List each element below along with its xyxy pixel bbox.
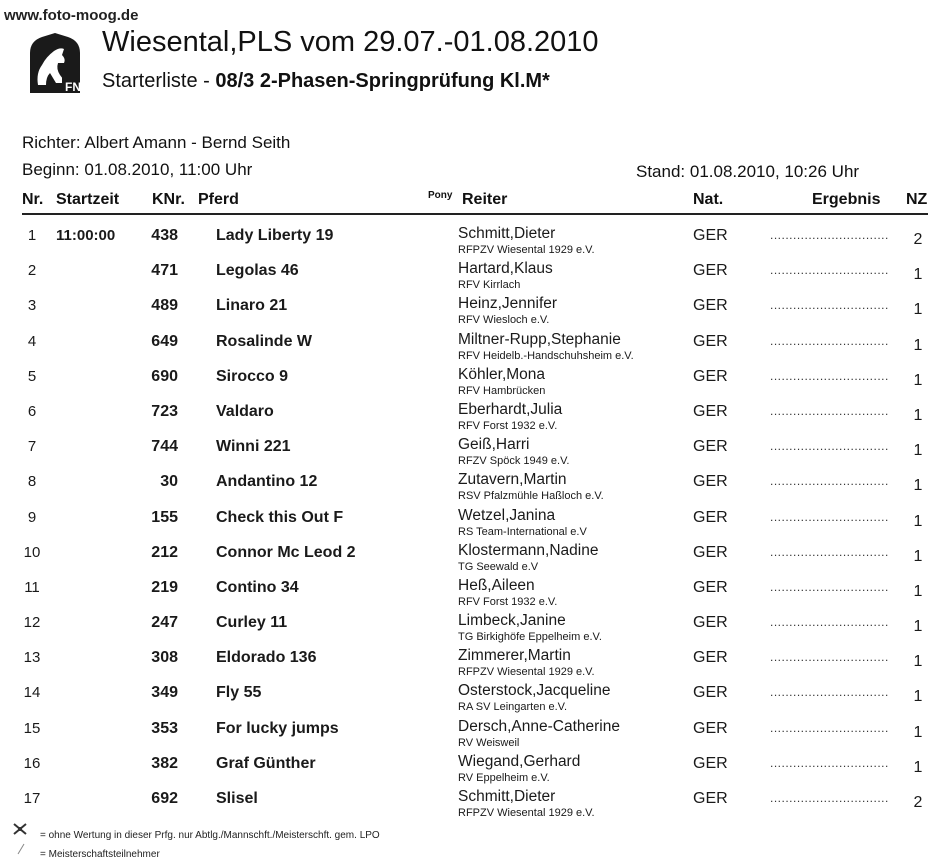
- table-row: [0, 611, 950, 646]
- row-nr: 8: [27, 473, 37, 491]
- table-row: [0, 259, 950, 294]
- row-rider: Klostermann,Nadine: [458, 541, 599, 559]
- row-rider: Köhler,Mona: [458, 365, 546, 383]
- row-club: RFV Kirrlach: [458, 279, 521, 292]
- row-nz: 1: [913, 301, 923, 319]
- row-nr: 5: [27, 367, 37, 385]
- row-knr: 155: [151, 508, 178, 526]
- row-knr: 649: [151, 332, 178, 350]
- row-rider: Zutavern,Martin: [458, 471, 567, 489]
- row-horse: For lucky jumps: [216, 719, 339, 737]
- col-header-rider: Reiter: [462, 191, 508, 208]
- table-row: [0, 400, 950, 435]
- row-nz: 1: [913, 688, 923, 706]
- legend-no-rating: = ohne Wertung in dieser Prfg. nur Abtlg./Mannschft./Meisterschft. gem. LPO: [40, 830, 380, 841]
- row-knr: 349: [151, 684, 178, 702]
- row-nr: 2: [27, 262, 37, 280]
- row-rider: Dersch,Anne-Catherine: [458, 717, 620, 735]
- row-club: RFZV Spöck 1949 e.V.: [458, 455, 570, 468]
- row-nr: 3: [27, 297, 37, 315]
- row-horse: Eldorado 136: [216, 649, 317, 667]
- row-club: RFPZV Wiesental 1929 e.V.: [458, 807, 595, 819]
- row-nr: 17: [23, 790, 41, 807]
- col-header-time: Startzeit: [56, 191, 120, 208]
- row-nationality: GER: [693, 614, 728, 632]
- row-nr: 12: [23, 614, 41, 632]
- row-nz: 1: [913, 653, 923, 671]
- row-knr: 308: [151, 649, 178, 667]
- row-horse: Check this Out F: [216, 508, 344, 526]
- table-row: [0, 681, 950, 716]
- table-row: [0, 717, 950, 752]
- row-nationality: GER: [693, 719, 728, 737]
- row-nr: 9: [27, 508, 37, 526]
- table-row: [0, 224, 950, 259]
- row-nr: 1: [27, 227, 37, 244]
- table-row: [0, 330, 950, 365]
- row-nationality: GER: [693, 649, 728, 667]
- col-header-nr: Nr.: [22, 191, 44, 208]
- table-row: [0, 294, 950, 329]
- row-knr: 723: [151, 402, 178, 420]
- row-horse: Linaro 21: [216, 297, 288, 315]
- row-rider: Heinz,Jennifer: [458, 295, 558, 313]
- col-header-nat: Nat.: [693, 191, 724, 208]
- header-rule: [22, 213, 928, 215]
- table-row: [0, 506, 950, 541]
- row-knr: 438: [151, 227, 178, 244]
- row-nationality: GER: [693, 332, 728, 350]
- row-nz: 1: [913, 266, 923, 284]
- row-nationality: GER: [693, 438, 728, 456]
- row-nz: 1: [913, 618, 923, 636]
- row-nz: 2: [913, 794, 923, 811]
- row-knr: 247: [151, 614, 178, 632]
- table-row: [0, 365, 950, 400]
- row-rider: Heß,Aileen: [458, 576, 535, 594]
- row-nz: 1: [913, 442, 923, 460]
- row-club: RFV Forst 1932 e.V.: [458, 595, 558, 608]
- col-header-knr: KNr.: [152, 191, 185, 208]
- row-rider: Wetzel,Janina: [458, 506, 556, 524]
- row-horse: Fly 55: [216, 684, 262, 702]
- row-nz: 2: [913, 231, 923, 248]
- row-club: RFV Forst 1932 e.V.: [458, 419, 558, 432]
- row-club: RFV Heidelb.-Handschuhsheim e.V.: [458, 349, 634, 362]
- row-nationality: GER: [693, 402, 728, 420]
- row-result-blank: ...............................: [770, 615, 889, 630]
- row-knr: 382: [151, 754, 178, 772]
- row-horse: Rosalinde W: [216, 332, 313, 350]
- row-nr: 15: [23, 719, 41, 737]
- svg-text:FN: FN: [65, 80, 81, 94]
- row-result-blank: ...............................: [770, 368, 889, 383]
- row-horse: Sirocco 9: [216, 367, 289, 385]
- row-knr: 690: [151, 367, 178, 385]
- row-horse: Slisel: [216, 790, 258, 807]
- row-nationality: GER: [693, 227, 728, 244]
- table-row: [0, 470, 950, 505]
- judges-line: Richter: Albert Amann - Bernd Seith: [22, 133, 291, 152]
- row-nz: 1: [913, 582, 923, 600]
- subtitle-event: 08/3 2-Phasen-Springprüfung Kl.M*: [215, 70, 550, 92]
- row-knr: 692: [151, 790, 178, 807]
- page-subtitle: [102, 70, 550, 93]
- fn-horse-logo-icon: [26, 33, 84, 95]
- table-row: [0, 646, 950, 681]
- row-nr: 11: [24, 578, 40, 596]
- row-result-blank: ...............................: [770, 544, 889, 559]
- row-result-blank: ...............................: [770, 509, 889, 524]
- row-result-blank: ...............................: [770, 298, 889, 313]
- row-nz: 1: [913, 512, 923, 530]
- crossed-swords-icon: [12, 822, 28, 836]
- row-result-blank: ...............................: [770, 333, 889, 348]
- row-horse: Contino 34: [216, 578, 299, 596]
- row-nz: 1: [913, 723, 923, 741]
- row-horse: Lady Liberty 19: [216, 227, 334, 244]
- row-horse: Connor Mc Leod 2: [216, 543, 356, 561]
- row-nr: 7: [27, 438, 37, 456]
- row-club: RV Eppelheim e.V.: [458, 771, 550, 784]
- row-horse: Andantino 12: [216, 473, 318, 491]
- row-rider: Limbeck,Janine: [458, 612, 566, 630]
- row-nr: 13: [23, 649, 41, 667]
- row-club: TG Seewald e.V: [458, 560, 539, 573]
- table-row: [0, 787, 950, 822]
- row-nationality: GER: [693, 684, 728, 702]
- table-row: [0, 576, 950, 611]
- row-rider: Geiß,Harri: [458, 436, 530, 454]
- row-nationality: GER: [693, 754, 728, 772]
- row-rider: Schmitt,Dieter: [458, 225, 556, 242]
- row-knr: 744: [151, 438, 178, 456]
- row-result-blank: ...............................: [770, 228, 889, 242]
- row-rider: Miltner-Rupp,Stephanie: [458, 330, 621, 348]
- row-rider: Zimmerer,Martin: [458, 647, 571, 665]
- row-club: RA SV Leingarten e.V.: [458, 701, 568, 714]
- col-header-horse: Pferd: [198, 191, 239, 208]
- row-nz: 1: [913, 371, 923, 389]
- row-club: RFPZV Wiesental 1929 e.V.: [458, 666, 595, 679]
- row-result-blank: ...............................: [770, 439, 889, 454]
- row-knr: 212: [151, 543, 178, 561]
- row-rider: Hartard,Klaus: [458, 260, 553, 278]
- row-horse: Legolas 46: [216, 262, 299, 280]
- row-nr: 6: [27, 402, 37, 420]
- row-knr: 489: [151, 297, 178, 315]
- row-nationality: GER: [693, 543, 728, 561]
- row-result-blank: ...............................: [770, 685, 889, 700]
- row-nationality: GER: [693, 473, 728, 491]
- row-nationality: GER: [693, 262, 728, 280]
- col-header-pony: Pony: [428, 190, 453, 201]
- row-nationality: GER: [693, 578, 728, 596]
- row-rider: Schmitt,Dieter: [458, 788, 556, 805]
- row-nz: 1: [913, 547, 923, 565]
- row-rider: Osterstock,Jacqueline: [458, 682, 611, 700]
- row-result-blank: ...............................: [770, 650, 889, 665]
- row-start-time: 11:00:00: [56, 227, 116, 244]
- row-club: RFV Wiesloch e.V.: [458, 314, 550, 327]
- row-nationality: GER: [693, 367, 728, 385]
- row-horse: Valdaro: [216, 402, 274, 420]
- table-row: [0, 752, 950, 787]
- row-nationality: GER: [693, 790, 728, 807]
- row-horse: Graf Günther: [216, 754, 316, 772]
- row-result-blank: ...............................: [770, 474, 889, 489]
- row-nr: 10: [23, 543, 41, 561]
- row-knr: 219: [151, 578, 178, 596]
- row-nr: 16: [23, 754, 41, 772]
- row-nr: 4: [27, 332, 37, 350]
- page-title: Wiesental,PLS vom 29.07.-01.08.2010: [102, 26, 599, 58]
- status-line: Stand: 01.08.2010, 10:26 Uhr: [636, 162, 860, 181]
- row-rider: Wiegand,Gerhard: [458, 752, 581, 770]
- row-club: TG Birkighöfe Eppelheim e.V.: [458, 631, 602, 644]
- row-nationality: GER: [693, 508, 728, 526]
- table-row: [0, 435, 950, 470]
- row-nationality: GER: [693, 297, 728, 315]
- subtitle-prefix: Starterliste -: [102, 70, 216, 92]
- col-header-nz: NZ: [906, 191, 928, 208]
- row-knr: 353: [151, 719, 178, 737]
- starter-list: [0, 224, 950, 822]
- row-club: RSV Pfalzmühle Haßloch e.V.: [458, 490, 604, 503]
- row-club: RFPZV Wiesental 1929 e.V.: [458, 244, 595, 256]
- row-nr: 14: [23, 684, 41, 702]
- row-result-blank: ...............................: [770, 720, 889, 735]
- row-knr: 30: [160, 473, 178, 491]
- row-horse: Winni 221: [216, 438, 291, 456]
- row-nz: 1: [913, 406, 923, 424]
- row-rider: Eberhardt,Julia: [458, 400, 563, 418]
- row-nz: 1: [913, 758, 923, 776]
- watermark: www.foto-moog.de: [4, 7, 139, 24]
- row-result-blank: ...............................: [770, 579, 889, 594]
- row-club: RV Weisweil: [458, 736, 520, 749]
- row-horse: Curley 11: [216, 614, 288, 632]
- pencil-mark-icon: [16, 842, 26, 856]
- row-result-blank: ...............................: [770, 791, 889, 805]
- row-result-blank: ...............................: [770, 403, 889, 418]
- row-knr: 471: [151, 262, 178, 280]
- row-result-blank: ...............................: [770, 263, 889, 278]
- start-time-line: Beginn: 01.08.2010, 11:00 Uhr: [22, 160, 253, 179]
- legend-championship: = Meisterschaftsteilnehmer: [40, 849, 160, 860]
- row-club: RFV Hambrücken: [458, 384, 546, 397]
- col-header-result: Ergebnis: [812, 191, 881, 208]
- table-row: [0, 541, 950, 576]
- row-nz: 1: [913, 336, 923, 354]
- row-nz: 1: [913, 477, 923, 495]
- row-result-blank: ...............................: [770, 755, 889, 770]
- row-club: RS Team-International e.V: [458, 525, 587, 538]
